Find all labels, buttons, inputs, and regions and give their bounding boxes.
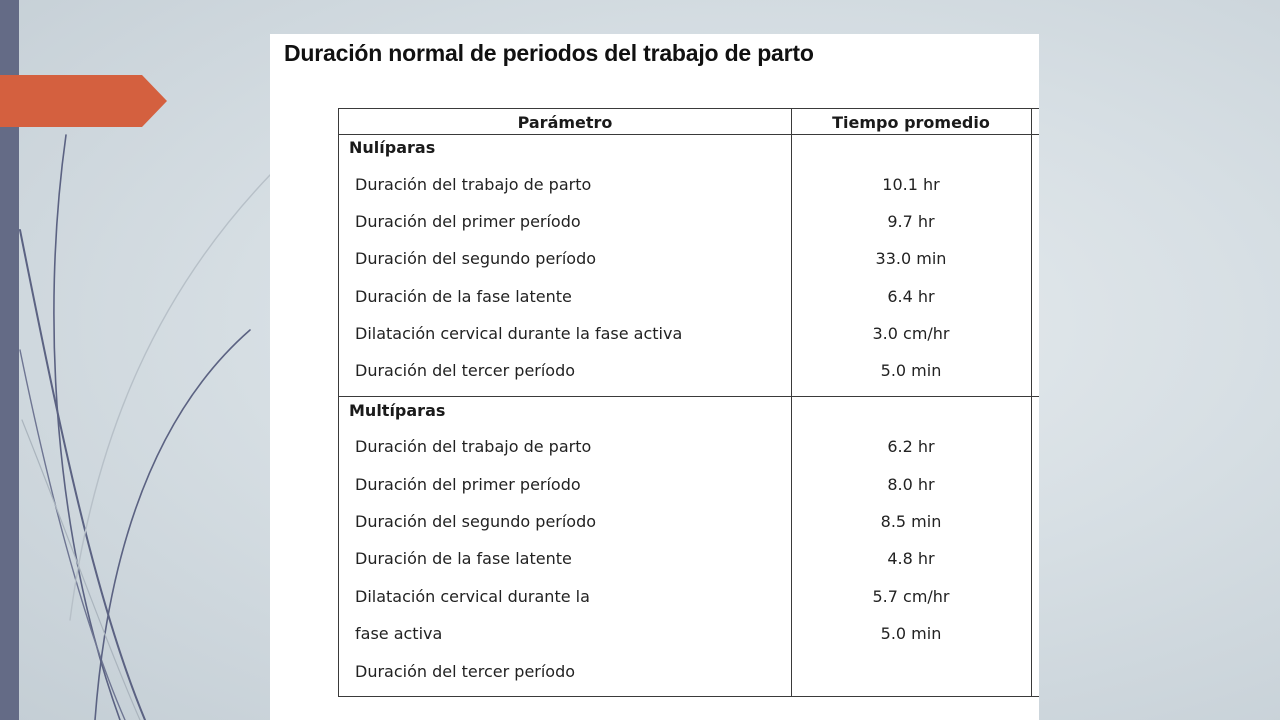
group-label-multiparas: Multíparas <box>349 401 446 420</box>
header-parameter: Parámetro <box>517 113 613 132</box>
table-row-value: 33.0 min <box>875 249 947 268</box>
table-row-parameter: Duración del tercer período <box>355 662 576 681</box>
table-row-parameter: Duración del primer período <box>355 212 581 231</box>
table-row-value: 10.1 hr <box>882 175 940 194</box>
slide-left-bar <box>0 0 19 720</box>
table-row-parameter: Duración de la fase latente <box>355 549 572 568</box>
table-row-value: 9.7 hr <box>887 212 935 231</box>
group-label-nuliparas: Nulíparas <box>349 138 436 157</box>
table-row-value: 8.5 min <box>880 512 942 531</box>
table-row-parameter: Duración del segundo período <box>355 512 597 531</box>
table-row-value: 5.7 cm/hr <box>872 587 950 606</box>
table-row-value: 8.0 hr <box>887 475 935 494</box>
table-row-value: 5.0 min <box>880 361 942 380</box>
column-divider <box>791 109 792 696</box>
slide-title: Duración normal de periodos del trabajo de parto <box>284 40 814 66</box>
table-row-parameter: Duración del trabajo de parto <box>355 175 592 194</box>
table-row-parameter: Duración del trabajo de parto <box>355 437 592 456</box>
table-row-value: 6.2 hr <box>887 437 935 456</box>
header-average-time: Tiempo promedio <box>832 113 990 132</box>
table-row-parameter: Dilatación cervical durante la <box>355 587 590 606</box>
group-divider <box>339 396 1039 397</box>
labor-duration-table <box>338 108 1039 697</box>
table-row-parameter: Duración de la fase latente <box>355 287 572 306</box>
table-row-value: 4.8 hr <box>887 549 935 568</box>
table-row-value: 5.0 min <box>880 624 942 643</box>
table-row-parameter: Dilatación cervical durante la fase activa <box>355 324 683 343</box>
table-row-parameter: Duración del segundo período <box>355 249 597 268</box>
table-row-parameter: Duración del primer período <box>355 475 581 494</box>
header-divider <box>339 134 1039 135</box>
table-row-value: 3.0 cm/hr <box>872 324 950 343</box>
table-image-card <box>270 34 1039 720</box>
table-row-parameter: Duración del tercer período <box>355 361 576 380</box>
table-row-value: 6.4 hr <box>887 287 935 306</box>
column-divider <box>1031 109 1032 696</box>
table-row-parameter: fase activa <box>355 624 443 643</box>
